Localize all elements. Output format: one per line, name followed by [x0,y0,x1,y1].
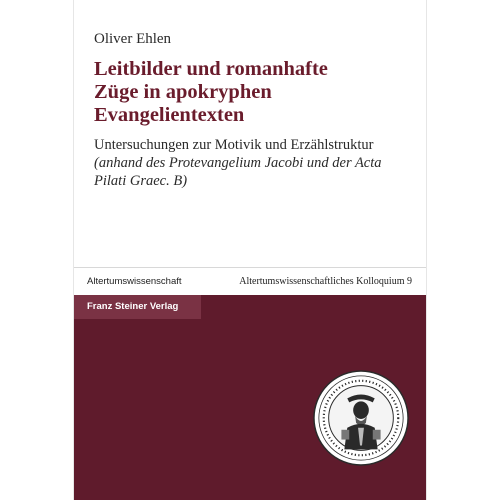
subtitle-italic-line-2: Pilati Graec. B) [94,173,188,189]
book-title [94,58,414,127]
author-name: Oliver Ehlen [94,31,172,47]
book-cover [74,0,426,500]
title-line-3: Evangelientexten [94,104,245,126]
subtitle-line: Untersuchungen zur Motivik und Erzählstruktur [94,137,374,153]
title-line-2: Züge in apokryphen [94,81,272,103]
book-subtitle [94,136,416,190]
cover-top-panel [74,0,426,264]
category-label: Altertumswissenschaft [74,268,201,296]
publisher-label: Franz Steiner Verlag [74,295,201,319]
subtitle-italic-line-1: (anhand des Protevangelium Jacobi und der Acta [94,155,382,171]
university-seal-icon [312,369,410,467]
series-band [74,267,426,296]
cover-bottom-panel [74,295,426,500]
series-label: Altertumswissenschaftliches Kolloquium 9 [239,276,412,287]
title-line-1: Leitbilder und romanhafte [94,58,328,80]
